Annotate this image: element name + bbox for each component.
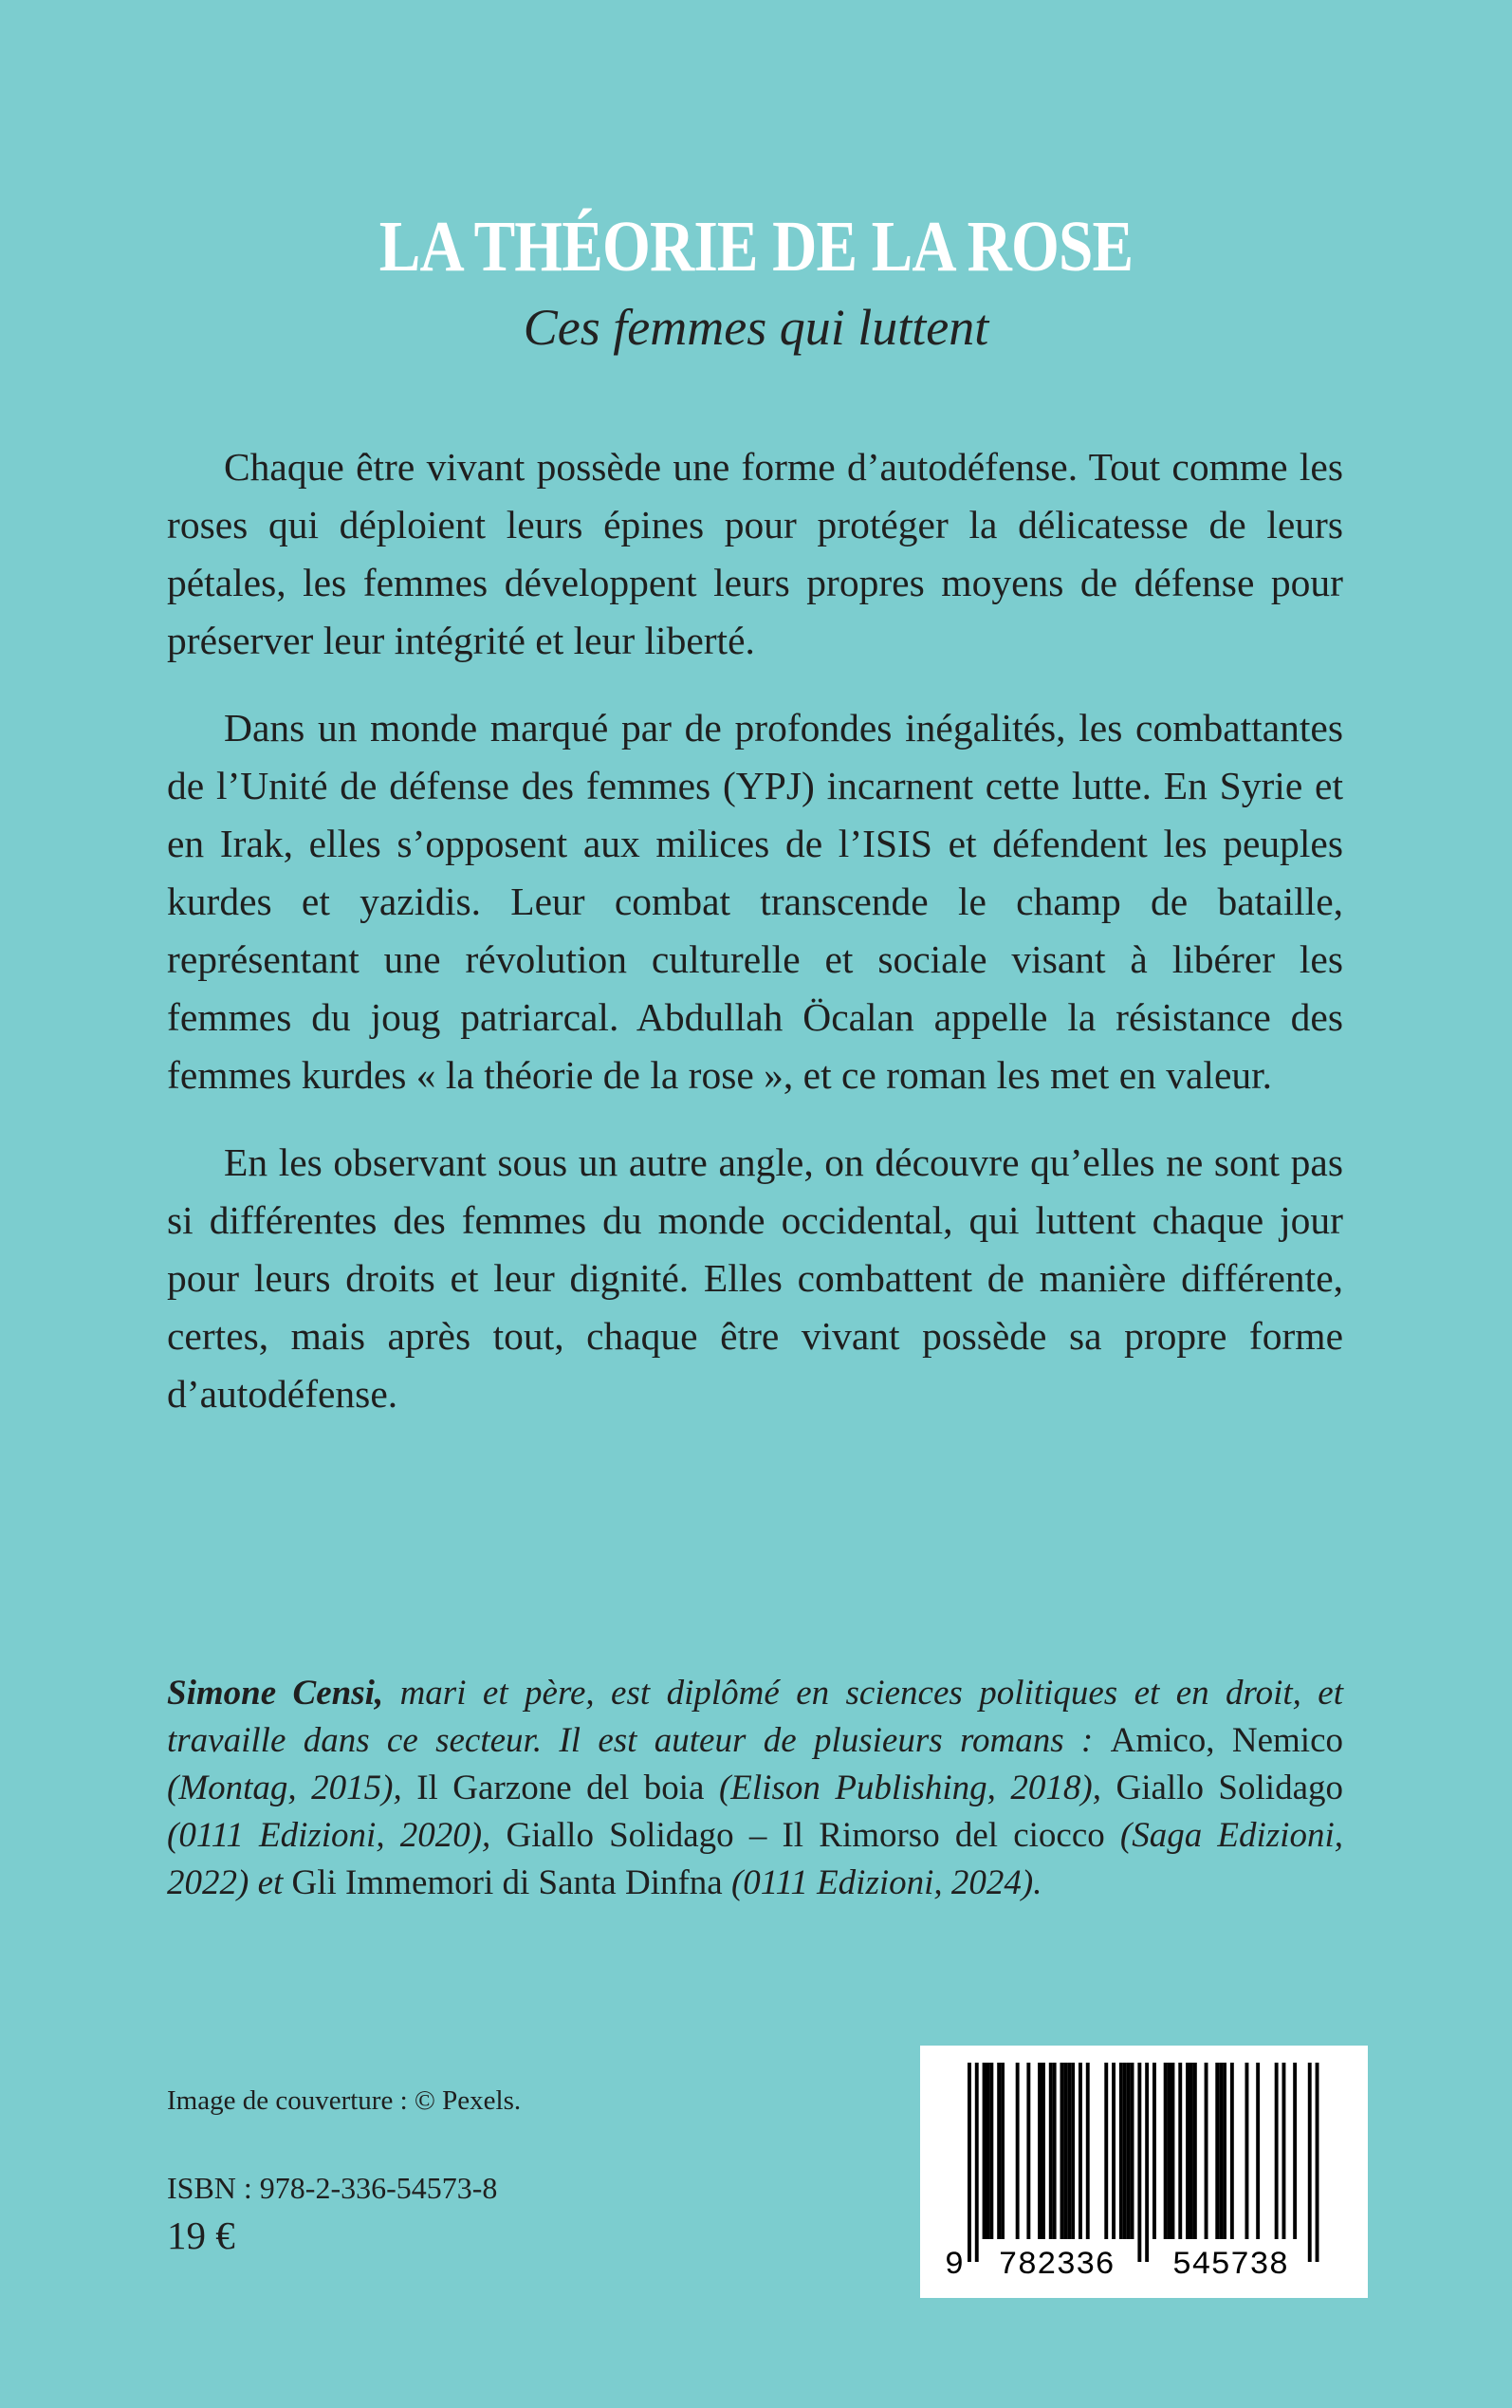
barcode-bar <box>1016 2063 1020 2239</box>
barcode <box>920 2046 1368 2298</box>
barcode-bar <box>1049 2063 1053 2239</box>
barcode-bar <box>1308 2063 1312 2262</box>
bio-text: mari et père, est diplômé en sciences politiques et en droit, et travaille dans ce secteur. Il est auteur de plusieurs romans : <box>167 1674 1343 1760</box>
barcode-bar <box>1001 2063 1005 2239</box>
barcode-digits: 545738 <box>1171 2248 1289 2284</box>
book-title: LA THÉORIE DE LA ROSE <box>378 207 1134 287</box>
barcode-digits: 782336 <box>998 2248 1115 2284</box>
barcode-bar <box>1112 2063 1116 2239</box>
barcode-digits: 9 <box>944 2248 965 2284</box>
barcode-bar <box>1131 2063 1134 2239</box>
author-name: Simone Censi, <box>167 1674 384 1713</box>
barcode-bar <box>1123 2063 1127 2239</box>
barcode-bar <box>1223 2063 1226 2239</box>
image-credit: Image de couverture : © Pexels. <box>167 2085 522 2116</box>
barcode-bar <box>1178 2063 1182 2239</box>
barcode-bar <box>968 2063 971 2262</box>
barcode-bar <box>1079 2063 1082 2239</box>
barcode-bar <box>986 2063 990 2239</box>
barcode-graphic <box>920 2046 1368 2298</box>
barcode-bar <box>1186 2063 1189 2239</box>
work-title: Amico, Nemico <box>1110 1721 1343 1760</box>
barcode-bar <box>1215 2063 1219 2239</box>
work-title: Giallo Solidago – Il Rimorso del ciocco <box>506 1816 1105 1855</box>
bio-text: (0111 Edizioni, 2024). <box>722 1863 1042 1902</box>
barcode-bar <box>1168 2063 1171 2239</box>
barcode-bar <box>983 2063 986 2239</box>
barcode-bar <box>1119 2063 1123 2239</box>
barcode-bar <box>1230 2063 1234 2239</box>
barcode-bar <box>1189 2063 1193 2239</box>
barcode-bar <box>1067 2063 1071 2239</box>
book-subtitle: Ces femmes qui luttent <box>523 299 989 356</box>
price: 19 € <box>167 2214 235 2257</box>
blurb-paragraph: En les observant sous un autre angle, on découvre qu’elles ne sont pas si différentes des femmes du monde occidental, qui luttent chaque jour pour leurs droits et leur dignité. Elles combattent de manière différente, certes, mais après tout, chaque être vivant possède sa propre forme d’autodéfense. <box>167 1140 1343 1416</box>
barcode-bar <box>1152 2063 1156 2239</box>
bio-text: (0111 Edizioni, 2020), <box>167 1816 507 1855</box>
isbn: ISBN : 978-2-336-54573-8 <box>167 2171 498 2205</box>
barcode-bar <box>1053 2063 1057 2239</box>
blurb <box>167 438 1343 1453</box>
blurb-paragraph: Chaque être vivant possède une forme d’autodéfense. Tout comme les roses qui déploient leurs épines pour protéger la délicatesse de leurs pétales, les femmes développent leurs propres moyens de défense pour préserver leur intégrité et leur liberté. <box>167 445 1343 662</box>
barcode-bar <box>1316 2063 1319 2262</box>
author-bio <box>167 1670 1343 1907</box>
barcode-bar <box>1071 2063 1075 2239</box>
barcode-bar <box>997 2063 1001 2239</box>
barcode-bar <box>1042 2063 1045 2239</box>
barcode-bar <box>1245 2063 1249 2239</box>
barcode-bar <box>1104 2063 1108 2239</box>
blurb-paragraph: Dans un monde marqué par de profondes inégalités, les combattantes de l’Unité de défense des femmes (YPJ) incarnent cette lutte. En Syrie et en Irak, elles s’opposent aux milices de l’ISIS et défendent les peuples kurdes et yazidis. Leur combat transcende le champ de bataille, représentant une révolution culturelle et sociale visant à libérer les femmes du joug patriarcal. Abdullah Öcalan appelle la résistance des femmes kurdes « la théorie de la rose », et ce roman les met en valeur. <box>167 706 1343 1097</box>
barcode-bar <box>1256 2063 1260 2239</box>
barcode-bar <box>1205 2063 1208 2239</box>
barcode-bar <box>989 2063 993 2239</box>
barcode-bar <box>1086 2063 1090 2239</box>
barcode-bar <box>1026 2063 1030 2239</box>
bio-text: (Saga Edizioni, 2022) et <box>167 1816 1343 1902</box>
barcode-bar <box>1063 2063 1067 2239</box>
barcode-bar <box>1275 2063 1279 2239</box>
barcode-bar <box>1219 2063 1223 2239</box>
barcode-bar <box>1164 2063 1168 2239</box>
bio-text: (Elison Publishing, 2018), <box>704 1769 1116 1807</box>
barcode-bar <box>1137 2063 1141 2262</box>
work-title: Gli Immemori di Santa Dinfna <box>291 1863 723 1902</box>
work-title: Il Garzone del boia <box>416 1769 705 1807</box>
barcode-bar <box>1145 2063 1149 2262</box>
barcode-bar <box>1171 2063 1175 2239</box>
barcode-bar <box>1127 2063 1131 2239</box>
barcode-bar <box>1038 2063 1042 2239</box>
work-title: Giallo Solidago <box>1116 1769 1343 1807</box>
barcode-bar <box>1060 2063 1064 2239</box>
barcode-bar <box>1282 2063 1286 2239</box>
bio-text: (Montag, 2015), <box>167 1769 417 1807</box>
barcode-bar <box>975 2063 979 2262</box>
barcode-bar <box>1193 2063 1197 2239</box>
barcode-bar <box>1293 2063 1297 2239</box>
